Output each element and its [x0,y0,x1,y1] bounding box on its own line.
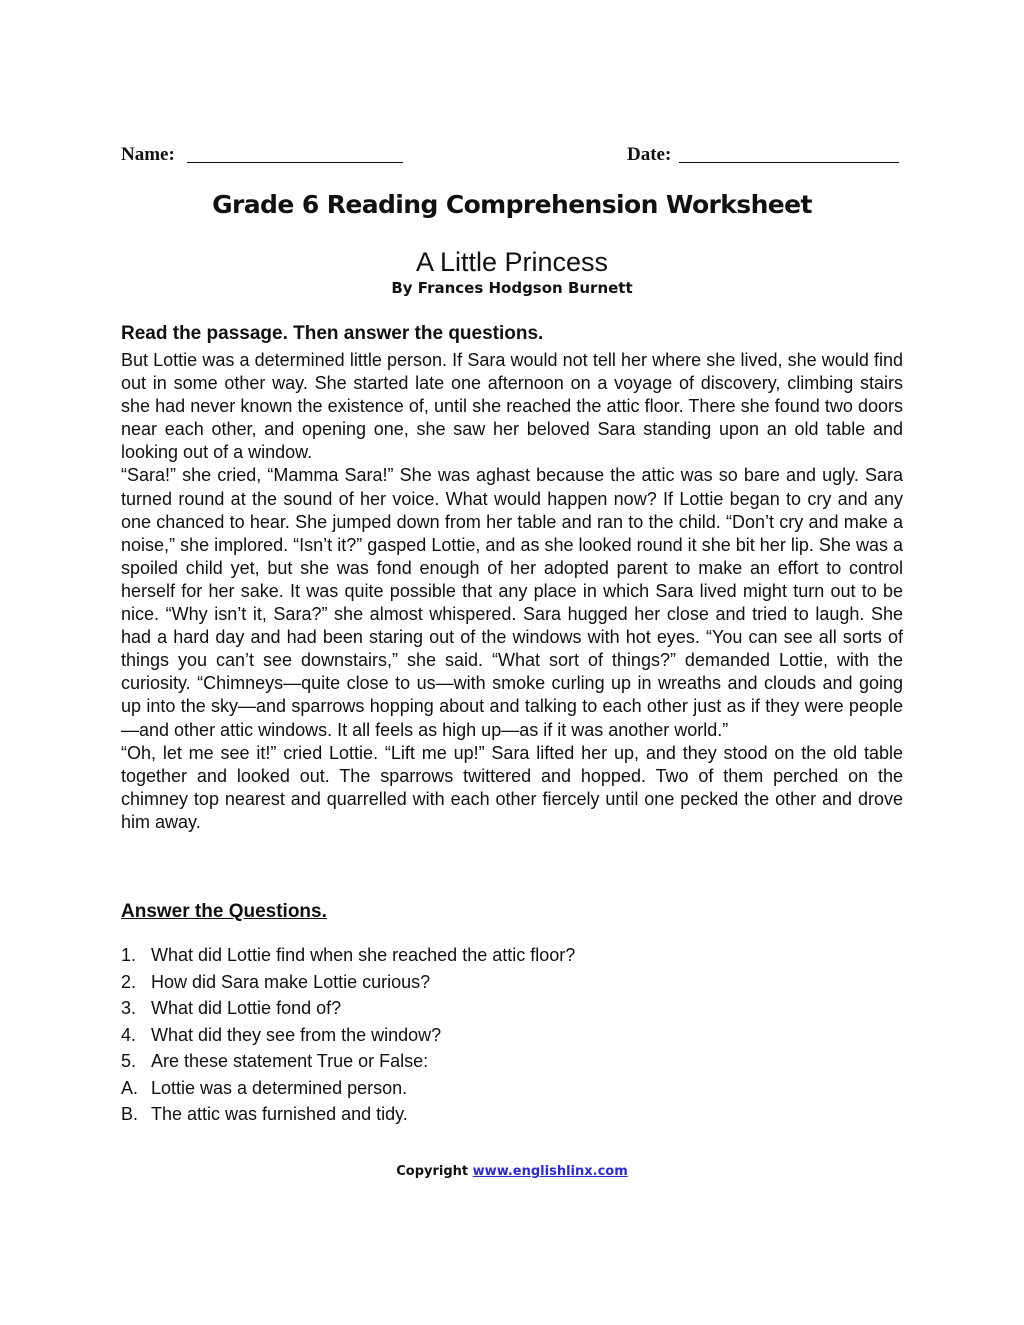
question-item [121,971,901,998]
question-text: The attic was furnished and tidy. [151,1104,408,1124]
name-field[interactable] [187,162,403,163]
passage-paragraph: “Oh, let me see it!” cried Lottie. “Lift me up!” Sara lifted her up, and they stood on the old table together and looked out. The sparrows twittered and hopped. Two of them perched on the chimney top nearest and quarrelled with each other fiercely until one pecked the other and drove him away. [121,742,903,832]
question-item [121,1050,901,1077]
website-link[interactable]: www.englishlinx.com [472,1164,628,1179]
passage-paragraph: But Lottie was a determined little person. If Sara would not tell her where she lived, she would find out in some other way. She started late one afternoon on a voyage of discovery, climbing stairs she had never known the existence of, until she reached the attic floor. There she found two doors near each other, and opening one, she saw her beloved Sara standing upon an old table and looking out of a window. [121,350,903,463]
question-number: 1. [121,945,137,965]
question-item [121,944,901,971]
question-text: How did Sara make Lottie curious? [151,971,431,992]
question-item [121,1024,901,1051]
passage-paragraph: “Sara!” she cried, “Mamma Sara!” She was aghast because the attic was so bare and ugly. Sara turned round at the sound of her voice. What would happen now? If Lottie began to cry and any one chanced to hear. She jumped down from her table and ran to the child. “Don’t cry and make a noise,” she implored. “Isn’t it?” gasped Lottie, and as she looked round it she bit her lip. She was a spoiled child yet, but she was fond enough of her adopted parent to make an effort to control herself for her sake. It was quite possible that any place in which Sara lived might turn out to be nice. “Why isn’t it, Sara?” she almost whispered. Sara hugged her close and tried to laugh. She had a hard day and had been staring out of the windows with hot eyes. “You can see all sorts of things you can’t see downstairs,” she said. “What sort of things?” demanded Lottie, with the curiosity. “Chimneys—quite close to us—with smoke curling up in wreaths and clouds and going up into the sky—and sparrows hopping about and talking to each other just as if they were people—and other attic windows. It all feels as high up—as if it was another world.” [121,465,903,740]
instructions: Read the passage. Then answer the questions. [121,323,544,344]
story-byline: By Frances Hodgson Burnett [391,279,633,297]
question-item [121,1103,901,1130]
questions-heading: Answer the Questions. [121,901,327,922]
question-number: B. [121,1104,139,1124]
question-number: 3. [121,998,137,1018]
copyright-label: Copyright [396,1164,469,1179]
question-item [121,997,901,1024]
question-text: Lottie was a determined person. [151,1077,408,1098]
question-number: A. [121,1077,139,1098]
date-label: Date: [627,144,672,165]
question-number: 4. [121,1024,137,1045]
question-item [121,1077,901,1104]
story-title: A Little Princess [415,247,609,277]
footer [0,1164,1024,1179]
question-list [121,944,901,1130]
question-text: Are these statement True or False: [151,1051,429,1071]
header-fields [121,144,901,168]
question-number: 5. [121,1051,137,1071]
passage [121,349,903,834]
question-text: What did Lottie find when she reached the attic floor? [151,945,576,965]
question-text: What did they see from the window? [151,1024,442,1045]
name-label: Name: [121,144,175,165]
worksheet-title: Grade 6 Reading Comprehension Worksheet [212,190,812,219]
date-field[interactable] [679,162,899,163]
question-number: 2. [121,971,137,992]
question-text: What did Lottie fond of? [151,998,342,1018]
